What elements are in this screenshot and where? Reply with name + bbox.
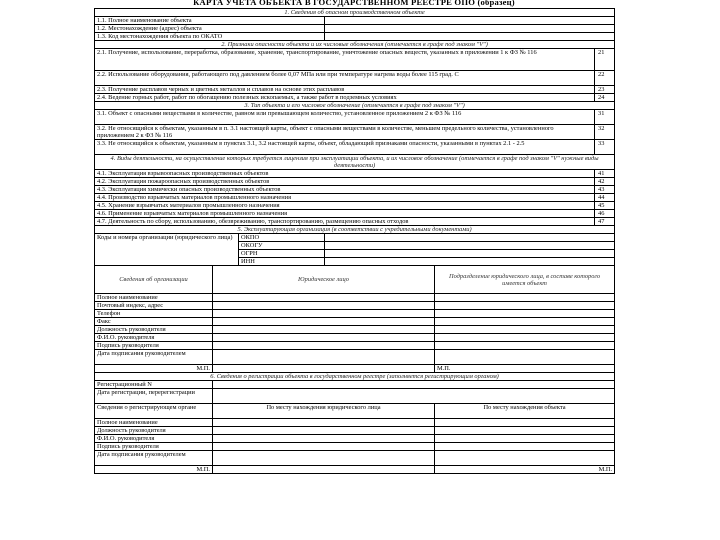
org-row-label: Ф.И.О. руководителя xyxy=(95,334,213,342)
s4-row: 4.6. Применение взрывчатых материалов промышленного назначения xyxy=(95,210,595,218)
reg-legal-cell[interactable] xyxy=(213,435,435,443)
reg-object-cell[interactable] xyxy=(435,419,615,427)
s1-row: 1.2. Местонахождение (адрес) объекта xyxy=(95,25,325,33)
s2-code[interactable]: 21 xyxy=(595,49,615,71)
org-row-label: Полное наименование xyxy=(95,294,213,302)
reg-stamp-legal: М.П. xyxy=(95,466,213,474)
s1-row: 1.3. Код местонахождения объекта по ОКАТО xyxy=(95,33,325,41)
org-code-label: ОГРН xyxy=(239,250,325,258)
s2-code[interactable]: 24 xyxy=(595,94,615,102)
org-codes-label: Коды и номера организации (юридического лица) xyxy=(95,234,239,266)
org-legal-cell[interactable] xyxy=(213,302,435,310)
s4-code[interactable]: 44 xyxy=(595,194,615,202)
org-legal-cell[interactable] xyxy=(213,342,435,350)
section-1-header: 1. Сведения об опасном производственном объекте xyxy=(95,9,615,17)
reg-legal-cell[interactable] xyxy=(213,451,435,466)
stamp-division: М.П. xyxy=(435,365,615,373)
org-row-label: Почтовый индекс, адрес xyxy=(95,302,213,310)
org-division-cell[interactable] xyxy=(435,294,615,302)
org-row-label: Подпись руководителя xyxy=(95,342,213,350)
s4-row: 4.1. Эксплуатация взрывоопасных производственных объектов xyxy=(95,170,595,178)
s3-row: 3.1. Объект с опасными веществами в количестве, равном или превышающем количество, установленное приложением 2 к ФЗ № 116 xyxy=(95,110,595,125)
s3-row: 3.2. Не относящийся к объектам, указанным в п. 3.1 настоящей карты, объект с опасными веществами в количестве, меньшем предельного количества, установленного приложением 2 к ФЗ № 116 xyxy=(95,125,595,140)
s1-value-cell[interactable] xyxy=(325,17,615,25)
org-code-value[interactable] xyxy=(325,250,615,258)
reg-object-cell[interactable] xyxy=(435,443,615,451)
s1-row: 1.1. Полное наименование объекта xyxy=(95,17,325,25)
s4-code[interactable]: 47 xyxy=(595,218,615,226)
reg-col-object: По месту нахождения объекта xyxy=(435,404,615,419)
reg-number-cell[interactable] xyxy=(213,381,615,389)
s4-code[interactable]: 42 xyxy=(595,178,615,186)
reg-stamp-object: М.П. xyxy=(435,466,615,474)
reg-date-cell[interactable] xyxy=(213,389,615,404)
section-2-header: 2. Признаки опасности объекта и их числовые обозначения (отмечается в графе под знаком "V") xyxy=(95,41,615,49)
s2-row: 2.2. Использование оборудования, работающего под давлением более 0,07 МПа или при температуре нагрева воды более 115 град. С xyxy=(95,71,595,86)
reg-row-label: Ф.И.О. руководителя xyxy=(95,435,213,443)
reg-stamp-spacer xyxy=(213,466,435,474)
org-legal-cell[interactable] xyxy=(213,294,435,302)
org-legal-cell[interactable] xyxy=(213,334,435,342)
org-row-label: Факс xyxy=(95,318,213,326)
registration-card-table xyxy=(94,8,615,474)
section-3-header: 3. Тип объекта и его числовое обозначение (отмечается в графе под знаком "V") xyxy=(95,102,615,110)
org-col-header-legal: Юридическое лицо xyxy=(213,266,435,294)
org-division-cell[interactable] xyxy=(435,350,615,365)
org-division-cell[interactable] xyxy=(435,334,615,342)
s4-row: 4.4. Производство взрывчатых материалов промышленного назначения xyxy=(95,194,595,202)
reg-object-cell[interactable] xyxy=(435,435,615,443)
s2-row: 2.3. Получение расплавов черных и цветных металлов и сплавов на основе этих расплавов xyxy=(95,86,595,94)
org-col-header-info: Сведения об организации xyxy=(95,266,213,294)
s4-row: 4.3. Эксплуатация химически опасных производственных объектов xyxy=(95,186,595,194)
org-code-label: ОКПО xyxy=(239,234,325,242)
reg-object-cell[interactable] xyxy=(435,451,615,466)
reg-row-label: Дата подписания руководителем xyxy=(95,451,213,466)
s2-row: 2.4. Ведение горных работ, работ по обогащению полезных ископаемых, а также работ в подземных условиях xyxy=(95,94,595,102)
s1-value-cell[interactable] xyxy=(325,33,615,41)
s3-code[interactable]: 32 xyxy=(595,125,615,140)
reg-legal-cell[interactable] xyxy=(213,443,435,451)
reg-organ-label: Сведения о регистрирующем органе xyxy=(95,404,213,419)
s3-row: 3.3. Не относящийся к объектам, указанным в пунктах 3.1, 3.2 настоящей карты, объект, обладающий признаками опасности, указанными в пунктах 2.1 - 2.5 xyxy=(95,140,595,155)
reg-row-label: Дата регистрации, перерегистрации xyxy=(95,389,213,404)
reg-row-label: Подпись руководителя xyxy=(95,443,213,451)
org-division-cell[interactable] xyxy=(435,318,615,326)
org-legal-cell[interactable] xyxy=(213,318,435,326)
s3-code[interactable]: 31 xyxy=(595,110,615,125)
s2-code[interactable]: 23 xyxy=(595,86,615,94)
org-division-cell[interactable] xyxy=(435,302,615,310)
org-division-cell[interactable] xyxy=(435,326,615,334)
org-legal-cell[interactable] xyxy=(213,350,435,365)
reg-row-label: Полное наименование xyxy=(95,419,213,427)
reg-row-label: Должность руководителя xyxy=(95,427,213,435)
org-code-value[interactable] xyxy=(325,242,615,250)
s4-row: 4.7. Деятельность по сбору, использованию, обезвреживанию, транспортированию, размещению опасных отходов xyxy=(95,218,595,226)
section-6-header: 6. Сведения о регистрации объекта в государственном реестре (заполняется регистрирующим органом) xyxy=(95,373,615,381)
s2-code[interactable]: 22 xyxy=(595,71,615,86)
org-legal-cell[interactable] xyxy=(213,310,435,318)
reg-col-legal: По месту нахождения юридического лица xyxy=(213,404,435,419)
org-code-label: ОКОГУ xyxy=(239,242,325,250)
org-row-label: Дата подписания руководителем xyxy=(95,350,213,365)
org-col-header-division: Подразделение юридического лица, в составе которого имеется объект xyxy=(435,266,615,294)
s4-row: 4.2. Эксплуатация пожароопасных производственных объектов xyxy=(95,178,595,186)
reg-legal-cell[interactable] xyxy=(213,427,435,435)
stamp-legal: М.П. xyxy=(95,365,213,373)
org-legal-cell[interactable] xyxy=(213,326,435,334)
registration-card-sheet xyxy=(94,0,614,538)
org-code-value[interactable] xyxy=(325,258,615,266)
reg-row-label: Регистрационный N xyxy=(95,381,213,389)
section-5-header: 5. Эксплуатирующая организация (в соответствии с учредительными документами) xyxy=(95,226,615,234)
s4-code[interactable]: 45 xyxy=(595,202,615,210)
reg-object-cell[interactable] xyxy=(435,427,615,435)
org-row-label: Должность руководителя xyxy=(95,326,213,334)
s3-code[interactable]: 33 xyxy=(595,140,615,155)
s4-code[interactable]: 41 xyxy=(595,170,615,178)
stamp-spacer xyxy=(213,365,435,373)
org-code-label: ИНН xyxy=(239,258,325,266)
section-4-header: 4. Виды деятельности, на осуществление которых требуется лицензия при эксплуатации объекта, и их числовое обозначение (отмечается в графе под знаком "V" нужные виды деятельности) xyxy=(95,155,615,170)
s4-row: 4.5. Хранение взрывчатых материалов промышленного назначения xyxy=(95,202,595,210)
reg-legal-cell[interactable] xyxy=(213,419,435,427)
s4-code[interactable]: 43 xyxy=(595,186,615,194)
org-division-cell[interactable] xyxy=(435,310,615,318)
org-code-value[interactable] xyxy=(325,234,615,242)
form-title: КАРТА УЧЕТА ОБЪЕКТА В ГОСУДАРСТВЕННОМ РЕЕСТРЕ ОПО (образец) xyxy=(193,0,515,7)
s1-value-cell[interactable] xyxy=(325,25,615,33)
s2-row: 2.1. Получение, использование, переработка, образование, хранение, транспортирование, уничтожение опасных веществ, указанных в приложении 1 к ФЗ № 116 xyxy=(95,49,595,71)
s4-code[interactable]: 46 xyxy=(595,210,615,218)
org-row-label: Телефон xyxy=(95,310,213,318)
org-division-cell[interactable] xyxy=(435,342,615,350)
